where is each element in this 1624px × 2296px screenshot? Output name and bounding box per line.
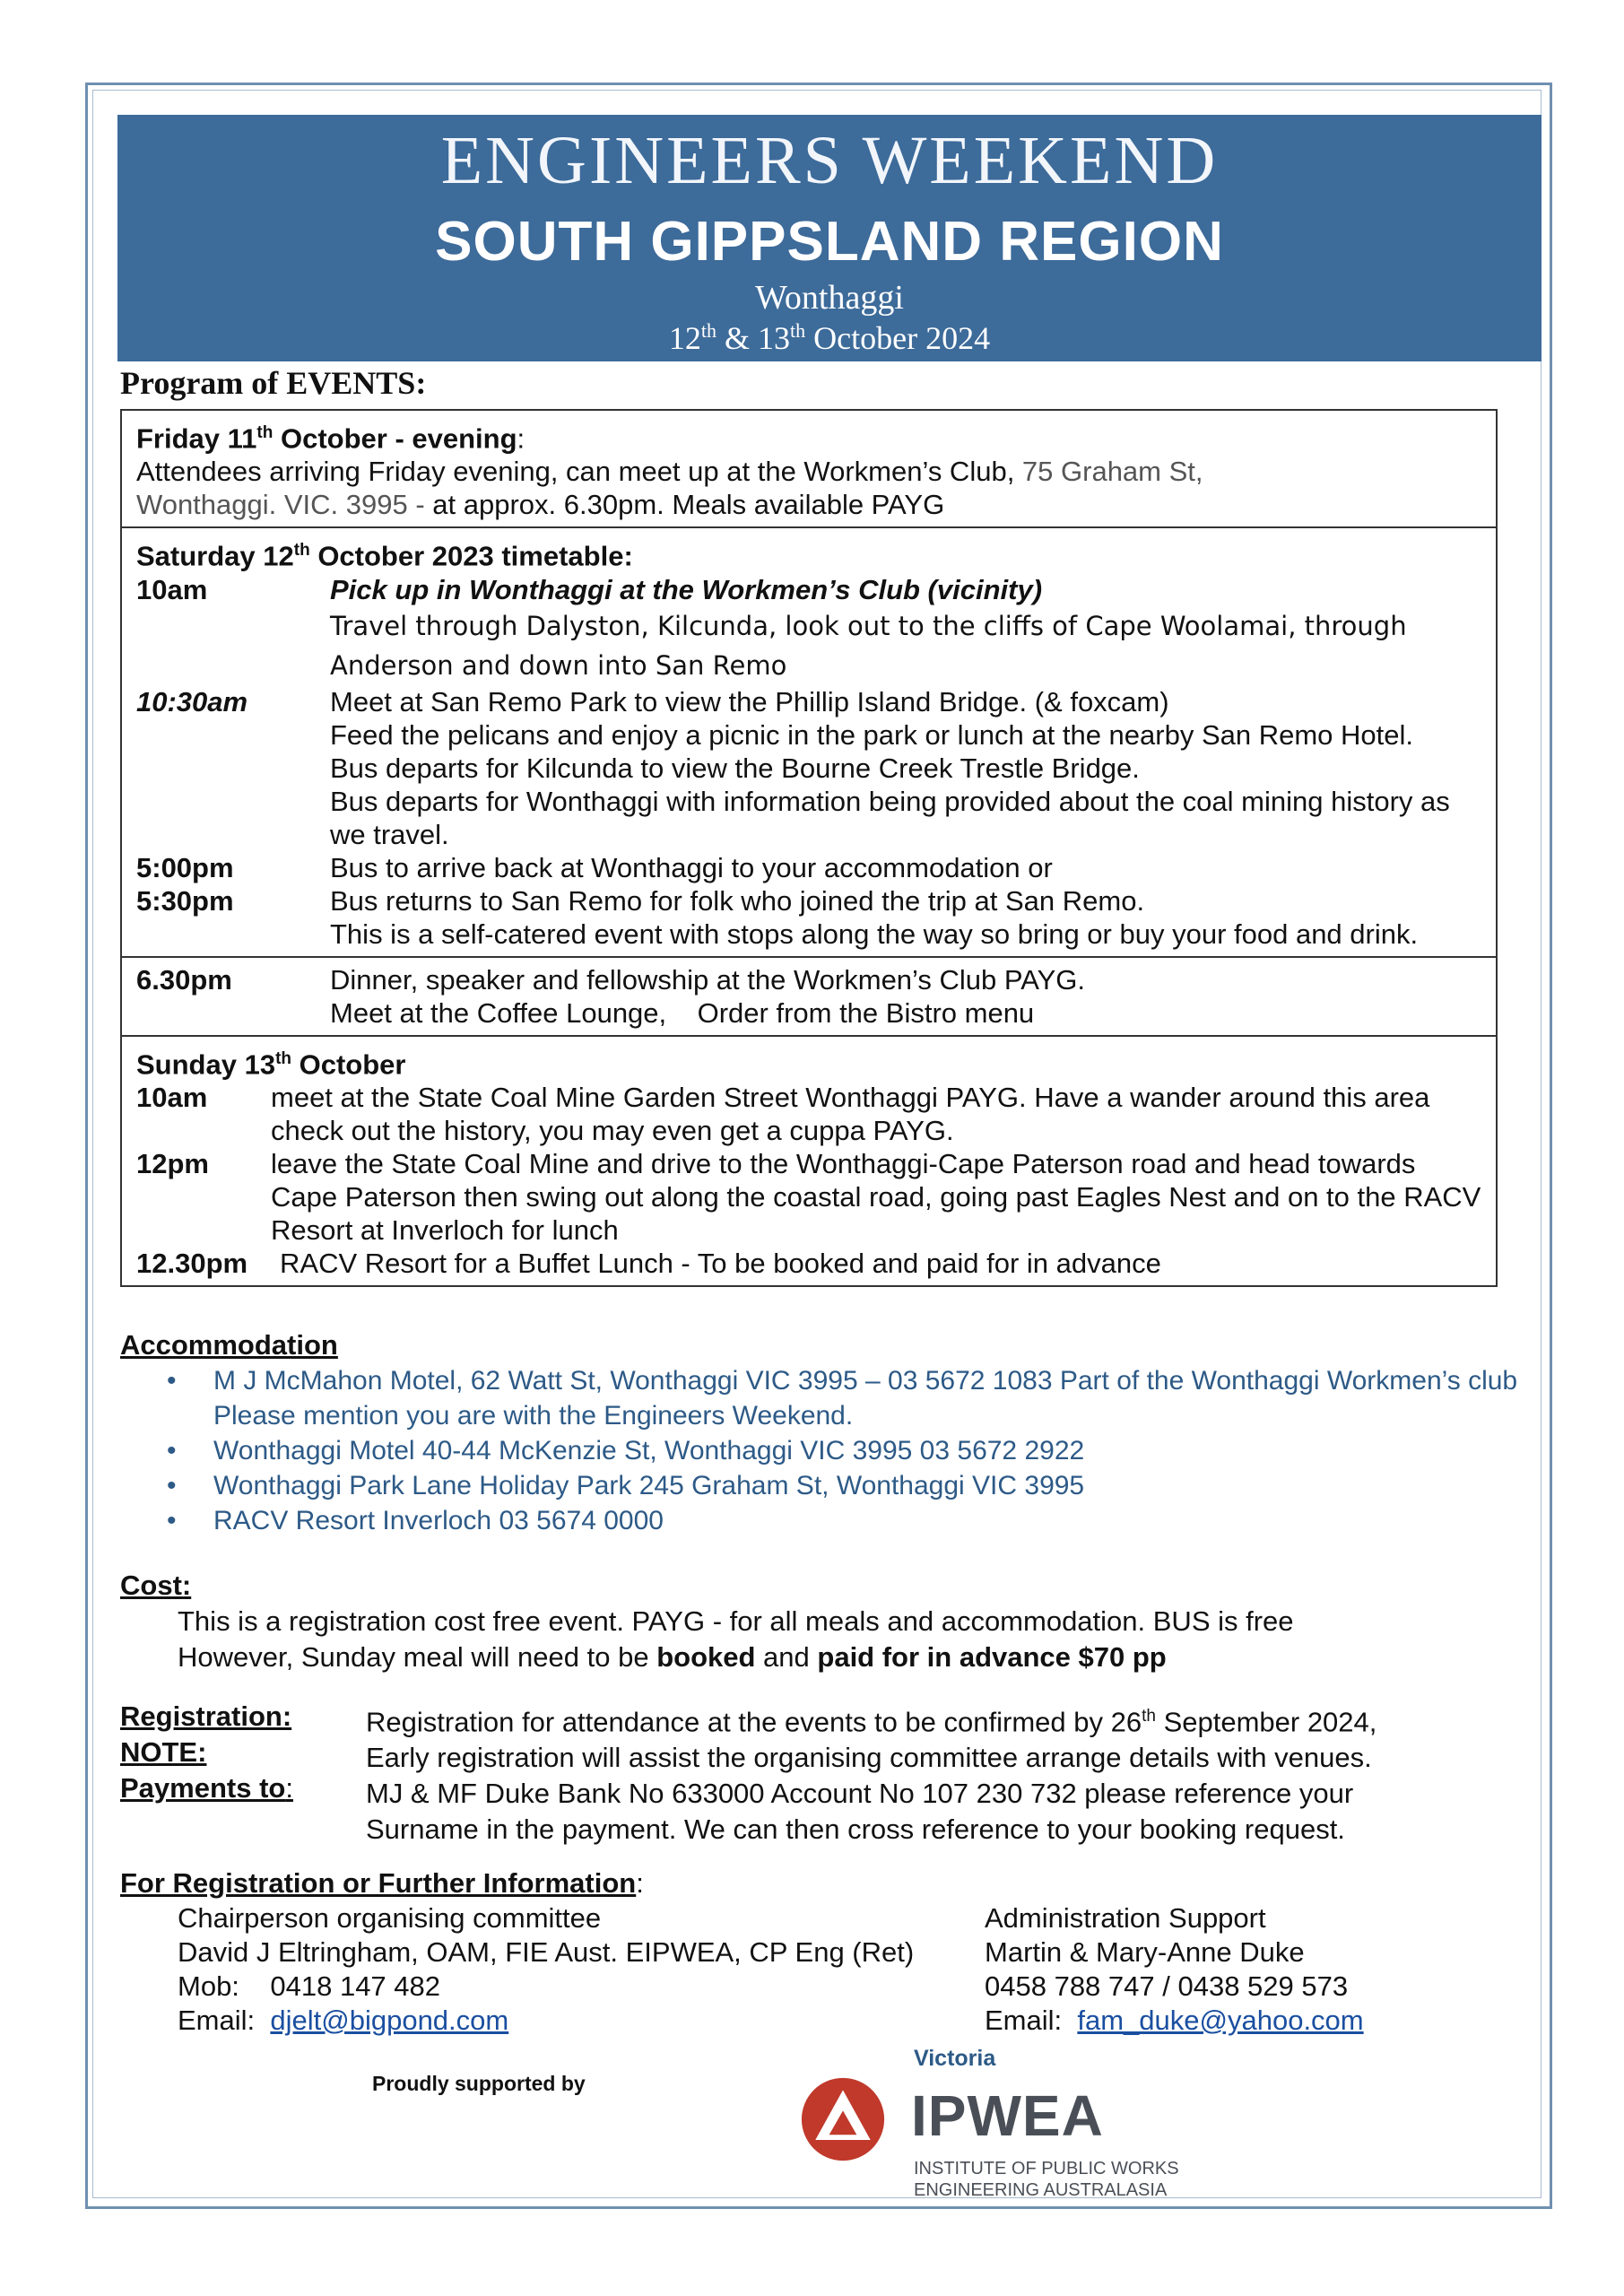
registration-line-3: MJ & MF Duke Bank No 633000 Account No 107 230 732 please reference your bbox=[366, 1778, 1354, 1810]
admin-email-link[interactable]: fam_duke@yahoo.com bbox=[1077, 2005, 1364, 2036]
admin-role: Administration Support bbox=[985, 1902, 1266, 1934]
title-banner bbox=[117, 115, 1541, 361]
ipwea-victoria-label: Victoria bbox=[914, 2046, 996, 2071]
accommodation-heading: Accommodation bbox=[120, 1329, 338, 1361]
admin-email: Email: fam_duke@yahoo.com bbox=[985, 2005, 1364, 2036]
cost-line-2: However, Sunday meal will need to be booked and paid for in advance $70 pp bbox=[178, 1641, 1167, 1673]
cost-heading: Cost: bbox=[120, 1570, 192, 1601]
sunday-row: 12pm leave the State Coal Mine and drive to the Wonthaggi-Cape Paterson road and head towards Cape Paterson then swing out along the coastal road, going past Eagles Nest and on to the RACV Resort at Inverloch for lunch bbox=[136, 1147, 1481, 1246]
dinner-section bbox=[122, 958, 1496, 1037]
town-name: Wonthaggi bbox=[755, 279, 904, 317]
cost-line-1: This is a registration cost free event. PAYG - for all meals and accommodation. BUS is free bbox=[178, 1605, 1294, 1637]
region-title: SOUTH GIPPSLAND REGION bbox=[435, 211, 1224, 273]
program-heading: Program of EVENTS: bbox=[120, 365, 427, 401]
chairperson-mobile: Mob: 0418 147 482 bbox=[178, 1970, 441, 2002]
saturday-row: Feed the pelicans and enjoy a picnic in the park or lunch at the nearby San Remo Hotel. bbox=[330, 718, 1414, 751]
event-dates: 12th & 13th October 2024 bbox=[668, 319, 991, 356]
friday-section bbox=[122, 411, 1496, 528]
registration-line-2: Early registration will assist the organising committee arrange details with venues. bbox=[366, 1742, 1372, 1774]
saturday-row: Bus departs for Wonthaggi with information being provided about the coal mining history as we travel. bbox=[330, 785, 1450, 850]
saturday-section bbox=[122, 528, 1496, 957]
event-title: ENGINEERS WEEKEND bbox=[440, 123, 1219, 198]
dinner-row: 6.30pm Dinner, speaker and fellowship at the Workmen’s Club PAYG. bbox=[136, 963, 1086, 996]
registration-section bbox=[120, 1699, 1519, 1848]
saturday-row: 5:00pm Bus to arrive back at Wonthaggi to your accommodation or bbox=[136, 851, 1053, 883]
saturday-row: 10am Pick up in Wonthaggi at the Workmen’s Club (vicinity) bbox=[136, 573, 1043, 605]
saturday-row: Travel through Dalyston, Kilcunda, look out to the cliffs of Cape Woolamai, through Anderson and down into San Remo bbox=[330, 610, 1407, 681]
ipwea-subtitle: INSTITUTE OF PUBLIC WORKS ENGINEERING AUSTRALASIA bbox=[914, 2159, 1179, 2200]
chairperson-email: Email: djelt@bigpond.com bbox=[178, 2005, 509, 2036]
accommodation-list bbox=[120, 1363, 1519, 1538]
note-label: NOTE: bbox=[120, 1736, 207, 1768]
saturday-row: This is a self-catered event with stops along the way so bring or buy your food and drink. bbox=[330, 918, 1419, 950]
ipwea-name: IPWEA bbox=[911, 2083, 1104, 2148]
dinner-row: Meet at the Coffee Lounge, Order from the Bistro menu bbox=[330, 996, 1035, 1029]
contact-section bbox=[120, 1866, 1519, 2038]
friday-line-1: Attendees arriving Friday evening, can meet up at the Workmen’s Club, 75 Graham St, bbox=[136, 456, 1203, 488]
saturday-row: 5:30pm Bus returns to San Remo for folk who joined the trip at San Remo. bbox=[136, 884, 1145, 917]
chairperson-contact bbox=[120, 1901, 985, 2038]
list-item: • M J McMahon Motel, 62 Watt St, Wonthaggi VIC 3995 – 03 5672 1083 Part of the Wonthaggi Workmen’s club Please mention you are with the Engineers Weekend. bbox=[167, 1363, 1519, 1433]
sunday-row: 10am meet at the State Coal Mine Garden Street Wonthaggi PAYG. Have a wander around this area check out the history, you may even get a cuppa PAYG. bbox=[136, 1081, 1430, 1146]
accommodation-section bbox=[120, 1327, 1519, 1538]
list-item: • Wonthaggi Motel 40-44 McKenzie St, Wonthaggi VIC 3995 03 5672 2922 bbox=[167, 1433, 1519, 1468]
admin-contact bbox=[985, 1901, 1364, 2038]
chairperson-email-link[interactable]: djelt@bigpond.com bbox=[270, 2005, 509, 2036]
sunday-row: 12.30pm RACV Resort for a Buffet Lunch - To be booked and paid for in advance bbox=[136, 1247, 1161, 1279]
registration-line-4: Surname in the payment. We can then cross reference to your booking request. bbox=[366, 1813, 1345, 1846]
admin-phones: 0458 788 747 / 0438 529 573 bbox=[985, 1970, 1349, 2002]
cost-section bbox=[120, 1568, 1519, 1675]
saturday-heading: Saturday 12th October 2023 timetable: bbox=[136, 540, 633, 572]
friday-line-2: Wonthaggi. VIC. 3995 - at approx. 6.30pm. Meals available PAYG bbox=[136, 489, 945, 521]
saturday-row: Bus departs for Kilcunda to view the Bourne Creek Trestle Bridge. bbox=[330, 752, 1140, 784]
registration-line-1: Registration for attendance at the events to be confirmed by 26th September 2024, bbox=[366, 1706, 1377, 1738]
chairperson-role: Chairperson organising committee bbox=[178, 1902, 602, 1934]
sunday-section bbox=[122, 1037, 1496, 1285]
registration-label: Registration: bbox=[120, 1700, 292, 1732]
chairperson-name: David J Eltringham, OAM, FIE Aust. EIPWEA, CP Eng (Ret) bbox=[178, 1936, 915, 1968]
friday-heading: Friday 11th October - evening: bbox=[136, 422, 525, 455]
list-item: • Wonthaggi Park Lane Holiday Park 245 Graham St, Wonthaggi VIC 3995 bbox=[167, 1468, 1519, 1503]
admin-name: Martin & Mary-Anne Duke bbox=[985, 1936, 1305, 1968]
saturday-row: 10:30am Meet at San Remo Park to view the Phillip Island Bridge. (& foxcam) bbox=[136, 685, 1169, 718]
supported-by-label: Proudly supported by bbox=[372, 2072, 586, 2095]
contact-heading: For Registration or Further Information: bbox=[120, 1867, 644, 1899]
events-table bbox=[120, 409, 1498, 1287]
payments-label: Payments to: bbox=[120, 1772, 293, 1804]
list-item: • RACV Resort Inverloch 03 5674 0000 bbox=[167, 1503, 1519, 1538]
sunday-heading: Sunday 13th October bbox=[136, 1048, 406, 1080]
ipwea-logo-icon bbox=[800, 2076, 886, 2162]
